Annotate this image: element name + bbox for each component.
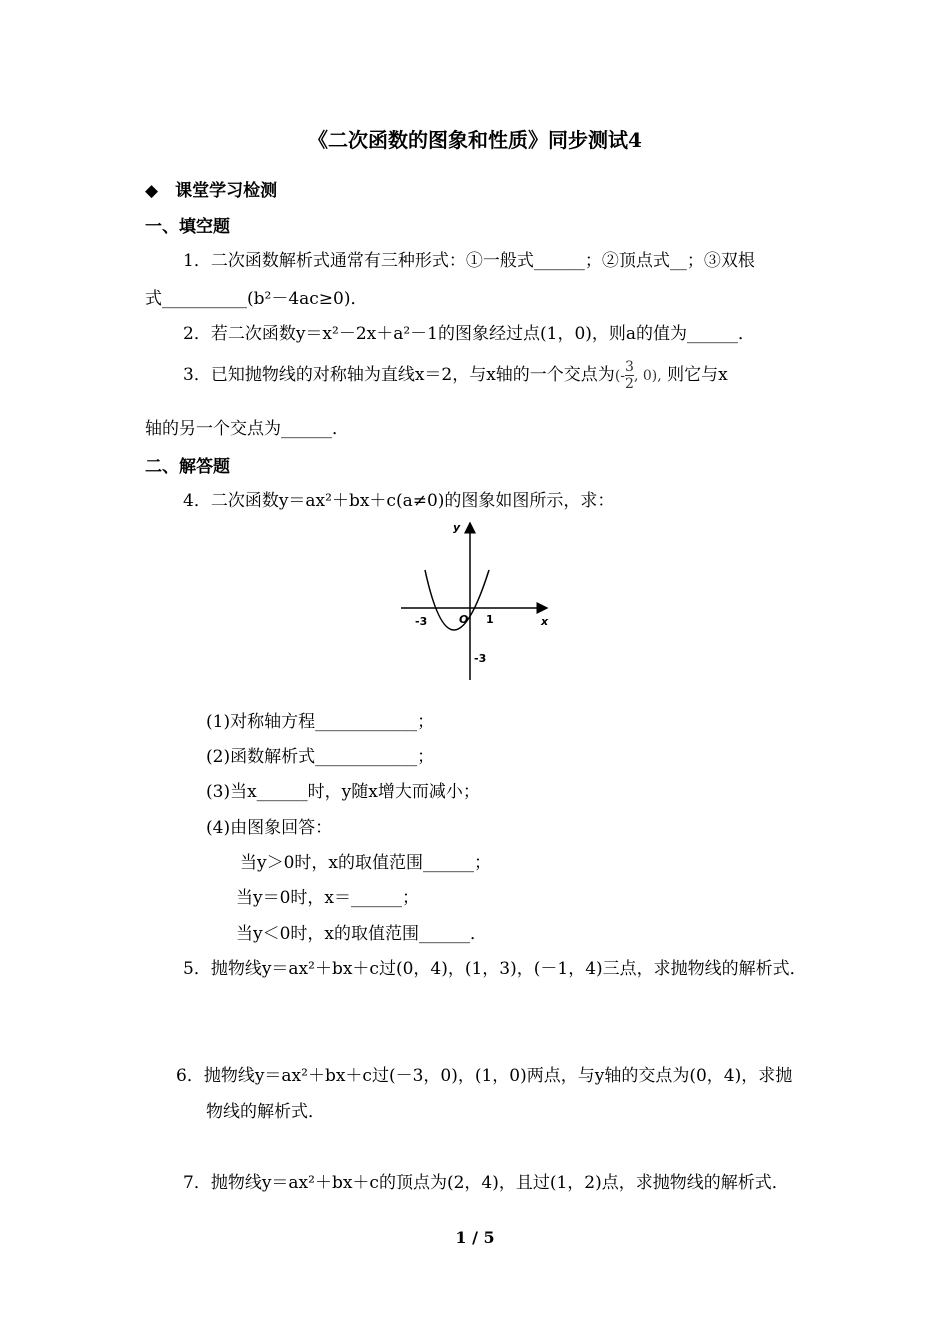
- y-intercept-label: -3: [474, 652, 487, 665]
- section-heading-main: ◆ 课堂学习检测: [145, 181, 278, 201]
- parabola-graph: [395, 515, 560, 685]
- question-2: 2．若二次函数y＝x²－2x＋a²－1的图象经过点(1，0)，则a的值为______．: [183, 324, 756, 344]
- part1-heading: 一、填空题: [145, 217, 230, 237]
- part2-heading: 二、解答题: [145, 457, 230, 477]
- x-axis-label: x: [541, 615, 549, 628]
- question-4-part-2: (2)函数解析式____________；: [206, 747, 435, 767]
- question-4-part-4c: 当y＜0时，x的取值范围______．: [236, 924, 488, 944]
- origin-label: O: [459, 613, 469, 626]
- point-paren-close: , 0),: [633, 368, 662, 384]
- question-1-line-1: 1．二次函数解析式通常有三种形式：①一般式______；②顶点式__；③双根: [183, 251, 755, 271]
- question-3-text: 3．已知抛物线的对称轴为直线x＝2，与x轴的一个交点为: [183, 365, 615, 385]
- question-4-part-3: (3)当x______时，y随x增大而减小；: [206, 782, 480, 802]
- question-4-part-1: (1)对称轴方程____________；: [206, 712, 435, 732]
- question-3-line-1: [183, 358, 728, 393]
- question-7: 7．抛物线y＝ax²＋bx＋c的顶点为(2，4)，且过(1，2)点，求抛物线的解析式．: [183, 1173, 789, 1193]
- y-axis-label: y: [453, 521, 461, 534]
- page-title: 《二次函数的图象和性质》同步测试4: [308, 128, 642, 152]
- question-3-text-after: 则它与x: [661, 365, 728, 385]
- fraction-denominator: 2: [625, 376, 634, 392]
- question-5: 5．抛物线y＝ax²＋bx＋c过(0，4)，(1，3)，(－1，4)三点，求抛物线的解析式．: [183, 959, 807, 979]
- question-4-part-4a: 当y＞0时，x的取值范围______；: [240, 853, 492, 873]
- parabola-curve: [425, 570, 489, 630]
- question-6-line-1: 6．抛物线y＝ax²＋bx＋c过(－3，0)，(1，0)两点，与y轴的交点为(0，4)，求抛: [176, 1066, 793, 1086]
- question-4-part-4b: 当y＝0时，x＝______；: [236, 888, 420, 908]
- fraction: [625, 359, 634, 392]
- question-1-line-2: 式__________(b²－4ac≥0)．: [145, 289, 368, 309]
- question-4: 4．二次函数y＝ax²＋bx＋c(a≠0)的图象如图所示，求：: [183, 491, 615, 511]
- page-number: 1 / 5: [455, 1228, 495, 1247]
- question-6-line-2: 物线的解析式．: [206, 1102, 325, 1122]
- question-3-line-2: 轴的另一个交点为______．: [145, 419, 349, 439]
- root-left-label: -3: [415, 615, 428, 628]
- question-4-part-4: (4)由图象回答：: [206, 818, 333, 838]
- fraction-numerator: 3: [625, 359, 634, 375]
- point-paren-open: (-: [614, 368, 626, 384]
- root-right-label: 1: [486, 613, 494, 626]
